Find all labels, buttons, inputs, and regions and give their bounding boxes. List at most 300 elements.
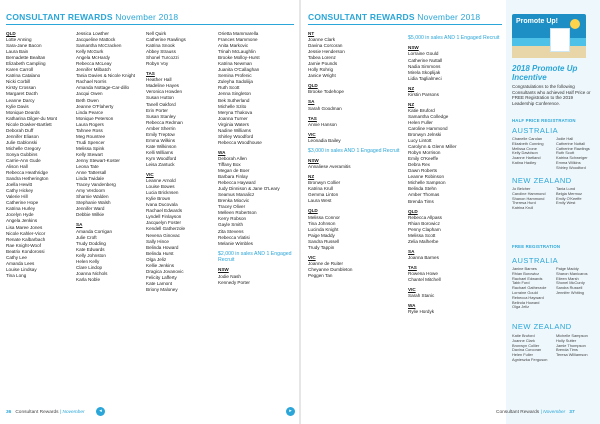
page-nav-icon[interactable]: ▸	[286, 407, 295, 416]
consultant-name: Jenny Stewart-Koster	[76, 157, 120, 163]
promo-image-title: Promote Up!	[516, 18, 558, 25]
consultant-name: Lorraine Gould	[408, 51, 439, 57]
consultant-name: Jeanne O'Flaherty	[76, 103, 114, 109]
consultant-name: Zelia Malherbe	[408, 238, 439, 244]
footer-month: November	[543, 410, 566, 415]
consultant-name: Melissa Connor	[308, 214, 340, 220]
winner-name: Michelle Sampson	[556, 333, 588, 338]
consultant-name: Kellie Jenkins	[146, 262, 175, 268]
consultant-name: Angela Jenkins	[6, 218, 38, 224]
consultant-name: Leanne Arnold	[146, 178, 176, 184]
consultant-name: Kirstin Parsons	[408, 91, 439, 97]
consultant-name: Seamus Manalicz	[218, 192, 255, 198]
consultant-name: Lucia Bricknsen	[146, 190, 179, 196]
consultant-name: Amanda Nottage-Car-dillo	[76, 85, 130, 91]
consultant-name: Frances Mammone	[218, 37, 258, 43]
consultant-name: Meg Rountree	[76, 133, 106, 139]
consultant-name: Amanda Corrigan	[76, 228, 113, 234]
state-heading: VIC	[308, 131, 316, 137]
consultant-name: Sandra Hetherington	[6, 176, 49, 182]
winner-name: Shirley Woodford	[556, 164, 586, 170]
consultant-name: Katrina Newman	[218, 61, 252, 67]
consultant-name: Zita Stevens	[218, 228, 244, 234]
state-heading: SA	[408, 248, 415, 254]
consultant-name: Robyn Morrison	[408, 150, 441, 156]
name-column	[76, 31, 135, 283]
consultant-name: Joanne Clark	[308, 37, 336, 43]
consultant-name: Nell Quirk	[146, 31, 167, 36]
winner-name: Rachael Gatherzole	[512, 285, 547, 291]
promote-up-image	[512, 14, 586, 58]
winner-name: Davina Corcoran	[512, 347, 542, 353]
consultant-name: Nicole Dowker-Bartlett	[6, 121, 52, 127]
consultant-name: Briony Maloney	[146, 286, 178, 292]
consultant-name: Jamie Pounds	[308, 61, 338, 67]
consultant-name: Rebecca Heathridge	[6, 170, 48, 176]
consultant-name: Nadia Simmons	[408, 63, 441, 69]
consultant-name: Emily O'Keeffe	[408, 156, 439, 162]
winner-name: Holly Sutter	[556, 337, 577, 343]
consultant-name: Rebecca Redman	[146, 119, 183, 125]
consultant-name: Rowena Howe	[408, 271, 438, 276]
page-header	[308, 12, 480, 22]
page-header	[6, 12, 178, 22]
consultant-name: Kate Wilkinson	[146, 143, 177, 149]
winner-name: Teresa Williamson	[556, 352, 588, 358]
consultant-name: Helen Kelly	[76, 258, 100, 264]
consultant-name: Kate Lamont	[146, 280, 173, 286]
consultant-name: Ruth Scott	[218, 85, 240, 91]
consultant-name: Meryna Thakova	[218, 109, 253, 115]
consultant-name: Angela McHardy	[76, 55, 110, 61]
consultant-name: Beth Owen	[76, 97, 99, 103]
consultant-name: Virginia Waters	[218, 121, 249, 127]
winner-name: Paige Maddy	[556, 266, 579, 271]
winner-name: Janine Barnes	[512, 266, 537, 271]
consultant-name: Nicole Kahler-Vicor	[6, 230, 46, 236]
consultant-name: Susan Stanley	[146, 113, 176, 119]
consultant-name: Erin Porter	[146, 107, 168, 113]
consultant-name: Brooke Molloy-Hurst	[218, 55, 260, 61]
consultant-name: Jodie Nash	[218, 273, 241, 279]
page-number: 36	[6, 410, 12, 415]
consultant-name: Emma Wilkins	[146, 137, 176, 143]
consultant-name: Trudy Tappin	[308, 244, 335, 250]
consultant-name: Rhian Borowicz	[408, 220, 440, 226]
consultant-name: Samantha McCracken	[76, 43, 122, 49]
name-column	[146, 31, 186, 293]
consultant-name: Abbey Strauss	[146, 49, 176, 55]
consultant-name: Katrina Hurley	[6, 206, 36, 212]
consultant-name: Sandra Russell	[308, 238, 340, 244]
half-price-au-names	[512, 137, 596, 177]
consultant-name: Sally Hince	[146, 238, 169, 244]
consultant-name: Kerry Robson	[218, 216, 247, 222]
winner-name: Melissa Crone	[512, 145, 537, 151]
consultant-name: Kym Woodford	[146, 155, 177, 161]
state-heading: VIC	[408, 287, 416, 293]
name-column	[408, 31, 499, 315]
winner-name: Shonel McCurdy	[556, 280, 585, 286]
winner-name: Elizabeth Conning	[512, 140, 544, 146]
winner-name: Theresa Hurd	[512, 200, 536, 206]
consultant-name: Bernadette Bealtan	[6, 55, 46, 61]
consultant-name: Joanna Barnes	[408, 254, 439, 260]
consultant-name: Debbie Wilkie	[76, 212, 105, 218]
consultant-name: Belinda Stehn	[408, 186, 437, 192]
consultant-name: Susan Hutton	[146, 95, 174, 101]
consultant-name: Bronwyn Collier	[308, 180, 341, 186]
region-new-zealand: NEW ZEALAND	[512, 176, 572, 185]
state-heading: QLD	[308, 208, 318, 214]
consultant-name: Barbara Finlay	[218, 174, 248, 180]
header-brand: CONSULTANT REWARDS	[6, 12, 113, 22]
consultant-name: Brenka Miocvic	[218, 198, 250, 204]
winner-name: Lorraine Gould	[512, 289, 538, 295]
consultant-name: Amber Sherrin	[146, 125, 176, 131]
consultant-name: Belinda Howard	[146, 244, 179, 250]
winner-name: Jo Belcher	[512, 186, 531, 191]
consultant-name: Davina Corcoran	[308, 43, 343, 49]
consultant-name: Jennifer Ward	[76, 206, 105, 212]
state-heading: NZ	[408, 101, 415, 107]
consultant-name: Madeline Hayes	[146, 83, 179, 89]
state-heading: NT	[308, 31, 315, 36]
consultant-name: Julie Gablonski	[6, 139, 38, 145]
state-heading: TAS	[308, 115, 317, 121]
consultant-name: Anne Tattersall	[76, 170, 107, 176]
consultant-name: Holly Rohrig	[308, 67, 334, 73]
header-month: November 2018	[417, 12, 481, 22]
consultant-name: Annie Hanson	[308, 121, 337, 127]
consultant-name: Jessica Lowther	[76, 31, 109, 36]
header-brand: CONSULTANT REWARDS	[308, 12, 415, 22]
header-rule	[308, 24, 502, 25]
consultant-name: Deborah Allen	[218, 155, 247, 161]
consultant-name: Felicity Lafferty	[146, 274, 177, 280]
consultant-name: Katie Bruford	[408, 107, 435, 113]
winner-name: Joanne Hartland	[512, 155, 541, 161]
winner-name: Katrina Schweiger	[556, 155, 588, 161]
state-heading: WA	[218, 149, 226, 155]
consultant-name: Alison Hall	[6, 164, 28, 170]
state-heading: WA	[408, 303, 416, 309]
consultant-name: Louise Bowes	[146, 184, 175, 190]
consultant-name: Samantha Colledge	[408, 113, 449, 119]
consultant-name: Penny Clapham	[408, 226, 441, 232]
consultant-name: Caroline Hammond	[408, 125, 448, 131]
winner-name: Emma Wilkins	[556, 159, 581, 165]
consultant-name: Carrie-Ann Gude	[6, 157, 41, 163]
consultant-name: Kendell Gatherzole	[146, 226, 186, 232]
consultant-name: Kennedy Porter	[218, 279, 250, 285]
consultant-name: Debra Rex	[408, 162, 430, 168]
consultant-name: Rylie Hordyk	[408, 309, 435, 315]
consultant-name: Tina Johnson	[308, 220, 336, 226]
region-australia: AUSTRALIA	[512, 126, 559, 135]
consultant-name: Chantel Mitchell	[408, 277, 441, 283]
state-heading: VIC	[308, 254, 316, 260]
consultant-name: Megan de Boer	[218, 168, 250, 174]
sidebar-title: 2018 Promote Up Incentive	[512, 64, 578, 82]
consultant-name: Louise Lindsay	[6, 266, 37, 272]
state-heading: NSW	[218, 267, 229, 273]
consultant-name: Sarah Goodman	[308, 105, 342, 111]
header-month: November 2018	[115, 12, 179, 22]
free-nz-names	[512, 334, 596, 368]
winner-name: Jennifer Whiting	[556, 289, 584, 295]
consultant-name: Jocelyn Hyde	[6, 212, 34, 218]
prize-heading: $5,000 in sales AND 1 Engaged Recruit	[408, 35, 500, 41]
free-au-names	[512, 267, 596, 315]
winner-name: Helen Fuller	[512, 352, 533, 358]
winner-name: Sharon Manicaros	[556, 270, 588, 276]
consultant-name: Nadine Williams	[218, 127, 251, 133]
state-heading: TAS	[146, 71, 155, 77]
consultant-name: Tina Long	[6, 272, 27, 278]
region-australia: AUSTRALIA	[512, 256, 559, 265]
winner-name: Shanon Hammond	[512, 195, 545, 201]
consultant-name: Rebecca McLeay	[76, 61, 112, 67]
consultant-name: Robyn Voy	[146, 61, 169, 67]
consultant-name: Tracey Oliver	[218, 204, 246, 210]
consultant-name: Orietta Mammarella	[218, 31, 259, 36]
consultant-name: Heather Hall	[146, 77, 172, 83]
consultant-name: Leanne Darcy	[6, 97, 35, 103]
footer-label: Consultant Rewards	[496, 410, 540, 415]
consultant-name: Linda Twidale	[76, 176, 105, 182]
winner-name: Caroline Hammond	[512, 190, 546, 196]
consultant-name: Brenda Tims	[408, 198, 434, 204]
consultant-name: Catherine Nuttall	[408, 57, 443, 63]
consultant-name: Michelle Szito	[218, 103, 247, 109]
consultant-name: Melissa Scott	[408, 232, 436, 238]
winner-name: Sandra Russell	[556, 285, 583, 291]
footer-month: November	[62, 410, 85, 415]
state-heading: NSW	[408, 45, 419, 51]
name-column	[218, 31, 300, 286]
state-heading: QLD	[408, 208, 418, 214]
consultant-name: Semina Profenic	[218, 73, 252, 79]
consultant-name: Lucy Lintott	[408, 138, 432, 144]
consultant-name: Gayle Smith	[218, 222, 244, 228]
name-column	[6, 31, 57, 279]
consultant-name: Joanne de Ruiter	[308, 260, 343, 266]
winner-name: Jodie Hall	[556, 136, 574, 141]
winner-name: Catherine Rawlings	[556, 145, 590, 151]
consultant-name: Shirley Woodford	[218, 133, 254, 139]
consultant-name: Kelli Williams	[146, 149, 174, 155]
consultant-name: Kylie Brown	[146, 196, 171, 202]
consultant-name: Deborah Duff	[6, 127, 34, 133]
consultant-name: Trudi Spencer	[76, 139, 105, 145]
consultant-name: Joanna Turner	[218, 115, 248, 121]
consultant-name: Laura Rogers	[76, 121, 104, 127]
consultant-name: Leonadia Bailey	[308, 137, 341, 143]
consultant-name: Catherine Rawlings	[146, 37, 186, 43]
consultant-name: Tiffany Box	[218, 161, 241, 167]
right-page	[289, 0, 600, 424]
winner-name: Emily O'Keeffe	[556, 195, 582, 201]
consultant-name: Gemma Linton	[308, 192, 339, 198]
consultant-name: Jessie Henderson	[308, 49, 345, 55]
consultant-name: Emily Treptow	[146, 131, 175, 137]
state-heading: SA	[308, 99, 315, 105]
winner-name: Rebecca Hayward	[512, 294, 544, 300]
consultant-name: Rachael Edwards	[146, 208, 183, 214]
consultant-name: Linda Pearce	[76, 109, 104, 115]
consultant-name: Laura West	[308, 198, 332, 204]
consultant-name: Jenna Singleton	[218, 91, 251, 97]
winner-name: Katina Hadley	[512, 159, 537, 165]
consultant-name: Tabea Lorenz	[308, 55, 336, 61]
consultant-name: Monique Deards	[6, 109, 40, 115]
consultant-name: Kate Edwards	[76, 246, 105, 252]
consultant-name: Nevena Ginovac	[146, 232, 180, 238]
consultant-name: Amy Verdoorn	[76, 188, 106, 194]
prize-heading: $3,000 in sales AND 1 Engaged Recruit	[308, 147, 400, 154]
consultant-name: Katrina Snook	[146, 43, 175, 49]
name-column	[308, 31, 399, 279]
consultant-name: Judy Dinnison & Jane O'Leary	[218, 186, 280, 192]
winner-name: Jamie Thompson	[556, 342, 586, 348]
consultant-name: Rebecca Vlatisi	[218, 234, 250, 240]
consultant-name: Amanda Lees	[6, 260, 35, 266]
consultant-name: Shonel Turcozzi	[146, 55, 179, 61]
winner-name: Tania Lund	[556, 186, 576, 191]
consultant-name: Renate Kalbarbach	[6, 236, 46, 242]
consultant-name: Mirela Skoplijak	[408, 69, 441, 75]
consultant-name: Stephanie Walsh	[76, 200, 111, 206]
consultant-name: Jacqueline Mattock	[76, 37, 116, 43]
winner-name: Eileen Marsh	[556, 275, 579, 281]
consultant-name: Trinah McLaughlin	[218, 49, 256, 55]
consultant-name: Rebecca Allpass	[408, 214, 442, 220]
consultant-name: Tanell Oakford	[146, 101, 176, 107]
consultant-name: Jacqui Owen	[76, 91, 103, 97]
winner-name: Katrina Krull	[512, 205, 534, 211]
consultant-name: Katrina Krull	[308, 186, 334, 192]
winner-name: Rachael Edwards	[512, 275, 543, 281]
consultant-name: Tracey Vandenberg	[76, 182, 116, 188]
consultant-name: Annaliese Averamitis	[308, 164, 351, 170]
winner-name: Bronwyn Collier	[512, 342, 540, 348]
consultant-name: Margaret Dacth	[6, 91, 38, 97]
consultant-name: Paige Maddy	[308, 232, 335, 238]
winner-name: Agnieszka Ferguson	[512, 356, 548, 362]
consultant-name: Catherine Hope	[6, 200, 39, 206]
winner-name: Kelly Davidson	[512, 150, 538, 156]
consultant-name: Katharina Dilger-du Mont	[6, 115, 58, 121]
consultant-name: Michelle Gregory	[6, 145, 41, 151]
consultant-name: Sarah Stanic	[408, 293, 435, 299]
consultant-name: Lyndell Finlayson	[146, 214, 182, 220]
consultant-name: Lucinda Knight	[308, 226, 339, 232]
consultant-name: Melissa Spink	[76, 145, 105, 151]
consultant-name: Rebecca Hayward	[218, 180, 256, 186]
consultant-name: Melleen Robertson	[218, 210, 257, 216]
consultant-name: Jacquelyn Foster	[146, 220, 181, 226]
state-heading: TAS	[408, 264, 417, 270]
consultant-name: Julie Croft	[76, 234, 97, 240]
winner-name: Joanne Clark	[512, 337, 535, 343]
prize-heading: $2,000 in sales AND 1 Engaged Recruit	[218, 250, 292, 264]
winner-name: Katie Bruford	[512, 333, 535, 338]
state-heading: NSW	[308, 158, 319, 164]
consultant-name: Rae Knight-Woof	[6, 242, 41, 248]
region-new-zealand: NEW ZEALAND	[512, 322, 572, 331]
consultant-name: Lisa Maree Jones	[6, 224, 43, 230]
winner-name: Olga Jeliz	[512, 304, 530, 310]
consultant-name: Katrina Catalano	[6, 73, 41, 79]
consultant-name: Peggen Tan	[308, 272, 333, 278]
state-heading: NZ	[408, 85, 415, 91]
consultant-name: Sonya Gubbins	[6, 151, 38, 157]
page-nav-icon[interactable]: ◂	[96, 407, 105, 416]
consultant-name: Kylie Davis	[6, 103, 29, 109]
consultant-name: Joanna Nichols	[76, 270, 108, 276]
winner-name: Tabb Ford	[512, 280, 530, 286]
consultant-name: Helen Fuller	[408, 119, 433, 125]
consultant-name: Leanne Robinson	[408, 174, 445, 180]
consultant-name: Jennifer Eliason	[6, 133, 39, 139]
consultant-name: Kelly McGurk	[76, 49, 104, 55]
page-footer: Consultant Rewards | November 37	[496, 410, 575, 415]
consultant-name: Monique Peterson	[76, 115, 114, 121]
consultant-name: Nicki Corbill	[6, 79, 31, 85]
consultant-name: Dragica Jovanovic	[146, 268, 184, 274]
winner-name: Ruth Scott	[556, 150, 575, 156]
page-number: 37	[569, 410, 575, 415]
consultant-name: Tania Davies & Nicole Knight	[76, 73, 135, 79]
half-price-nz-names	[512, 187, 596, 217]
free-heading: FREE REGISTRATION	[512, 244, 561, 249]
state-heading: SA	[76, 222, 83, 228]
state-heading: NZ	[308, 174, 315, 180]
consultant-name: Valerie Hill	[6, 194, 28, 200]
promote-up-sidebar	[506, 0, 600, 424]
consultant-name: Rachael Norris	[76, 79, 107, 85]
consultant-name: Kelly Johnston	[76, 252, 106, 258]
consultant-name: Beatrix Kondorossi	[6, 248, 45, 254]
page-footer: 36 Consultant Rewards | November	[6, 410, 85, 415]
sidebar-intro: Congratulations to the following Consultants who achieved Half Price or FREE Registration to the 2019 Leadership Conference.	[512, 84, 591, 106]
consultant-name: Tahnee Ross	[76, 127, 103, 133]
winner-name: Emily West	[556, 200, 576, 206]
consultant-name: Carolynn & Glenn Miller	[408, 144, 457, 150]
state-heading: QLD	[308, 83, 318, 89]
consultant-name: Elizabeth Campling	[6, 61, 46, 67]
winner-name: Rhian Borowicz	[512, 270, 540, 276]
consultant-name: Lidia Taglialmeci	[408, 75, 442, 81]
consultant-name: Kelly Stewart	[76, 151, 103, 157]
consultant-name: Leisa Zantuck	[146, 161, 175, 167]
consultant-name: Amber Thomas	[408, 192, 440, 198]
consultant-name: Joella Hewitt	[6, 182, 33, 188]
consultant-name: Zuleyha Sadoliija	[218, 79, 253, 85]
consultant-name: Kirsty Crossan	[6, 85, 36, 91]
consultant-name: Veronica Howden	[146, 89, 183, 95]
winner-name: Chanelle Carolan	[512, 136, 543, 141]
winner-name: Belinda Howard	[512, 299, 540, 305]
footer-label: Consultant Rewards	[15, 410, 59, 415]
consultant-name: Juanita O'Callaghan	[218, 67, 260, 73]
consultant-name: Rebecca Woodhouse	[218, 139, 262, 145]
consultant-name: Anita Markovic	[218, 43, 249, 49]
half-price-heading: HALF PRICE REGISTRATION	[512, 118, 576, 123]
state-heading: VIC	[146, 172, 154, 178]
consultant-name: Laura Bain	[6, 49, 29, 55]
